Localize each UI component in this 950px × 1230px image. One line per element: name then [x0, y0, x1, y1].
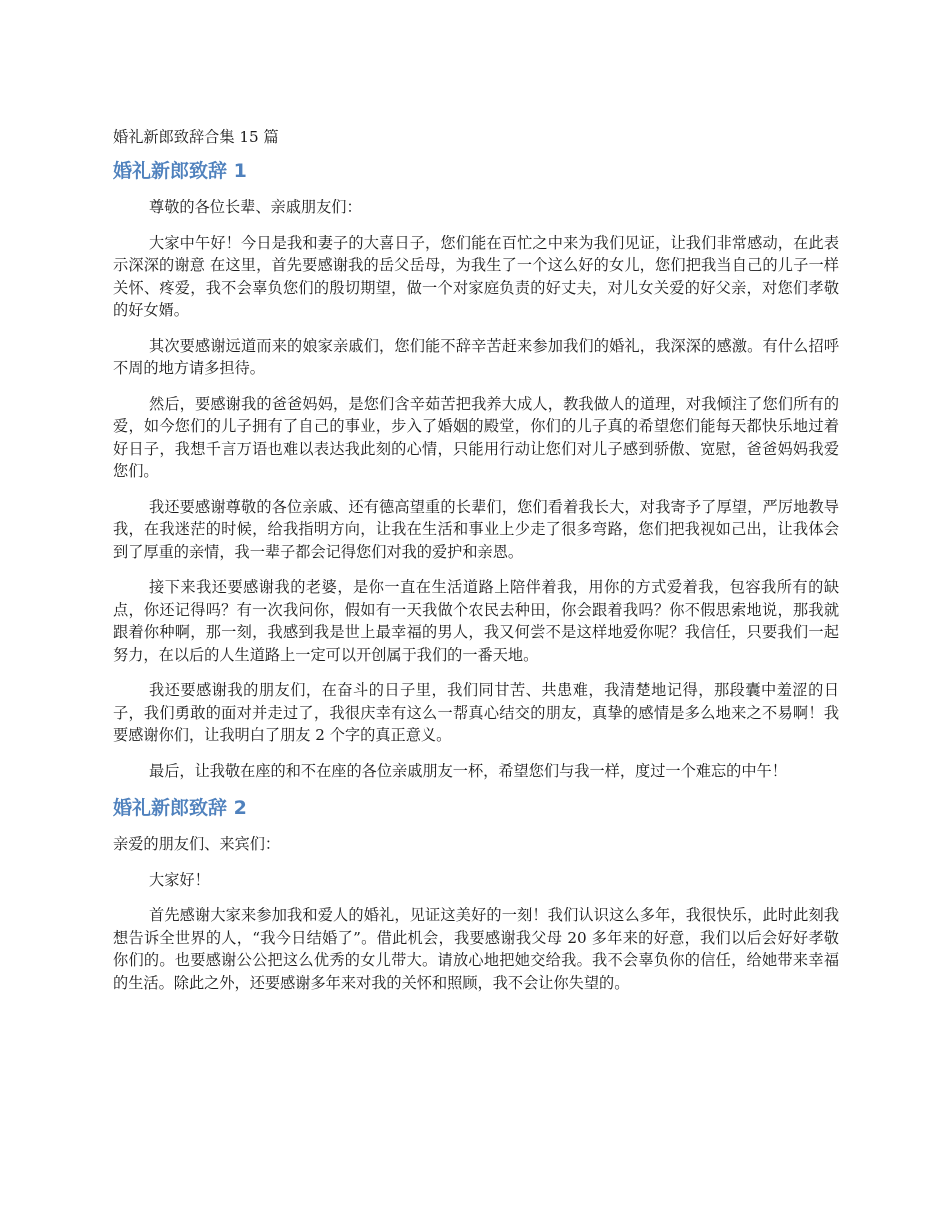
paragraph: 大家中午好！今日是我和妻子的大喜日子，您们能在百忙之中来为我们见证，让我们非常感动，在此表示深深的谢意 在这里，首先要感谢我的岳父岳母，为我生了一个这么好的女儿，您们把我当自己的儿子一样关怀、疼爱，我不会辜负您们的殷切期望，做一个对家庭负责的好丈夫，对儿女关爱的好父亲，对您们孝敬的好女婿。: [113, 233, 839, 319]
paragraph: 我还要感谢尊敬的各位亲戚、还有德高望重的长辈们，您们看着我长大，对我寄予了厚望，严厉地教导我，在我迷茫的时候，给我指明方向，让我在生活和事业上少走了很多弯路，您们把我视如己出，让我体会到了厚重的亲情，我一辈子都会记得您们对我的爱护和亲恩。: [113, 497, 839, 561]
salutation: 亲爱的朋友们、来宾们：: [113, 835, 281, 853]
document-page: [113, 126, 839, 1007]
salutation: 尊敬的各位长辈、亲戚朋友们：: [149, 198, 362, 216]
section-1: [113, 158, 839, 782]
section-heading: 婚礼新郎致辞 1: [113, 160, 247, 182]
paragraph: 然后，要感谢我的爸爸妈妈，是您们含辛茹苦把我养大成人，教我做人的道理，对我倾注了您们所有的爱，如今您们的儿子拥有了自己的事业，步入了婚姻的殿堂，你们的儿子真的希望您们能每天都快乐地过着好日子，我想千言万语也难以表达我此刻的心情，只能用行动让您们对儿子感到骄傲、宽慰，爸爸妈妈我爱您们。: [113, 394, 839, 480]
paragraph: 首先感谢大家来参加我和爱人的婚礼，见证这美好的一刻！我们认识这么多年，我很快乐，此时此刻我想告诉全世界的人，“我今日结婚了”。借此机会，我要感谢我父母 20 多年来的好意，我们以后会好好孝敬你们的。也要感谢公公把这么优秀的女儿带大。请放心地把她交给我。我不会辜负你的信任，给她带来幸福的生活。除此之外，还要感谢多年来对我的关怀和照顾，我不会让你失望的。: [113, 906, 839, 992]
paragraph: 其次要感谢远道而来的娘家亲戚们，您们能不辞辛苦赶来参加我们的婚礼，我深深的感激。有什么招呼不周的地方请多担待。: [113, 336, 839, 377]
section-2: [113, 795, 839, 994]
paragraph: 我还要感谢我的朋友们，在奋斗的日子里，我们同甘苦、共患难，我清楚地记得，那段囊中羞涩的日子，我们勇敢的面对并走过了，我很庆幸有这么一帮真心结交的朋友，真挚的感情是多么地来之不易啊！我要感谢你们，让我明白了朋友 2 个字的真正意义。: [113, 681, 839, 744]
paragraph: 接下来我还要感谢我的老婆，是你一直在生活道路上陪伴着我，用你的方式爱着我，包容我所有的缺点，你还记得吗？有一次我问你，假如有一天我做个农民去种田，你会跟着我吗？你不假思索地说，那我就跟着你种啊，那一刻，我感到我是世上最幸福的男人，我又何尝不是这样地爱你呢？我信任，只要我们一起努力，在以后的人生道路上一定可以开创属于我们的一番天地。: [113, 578, 839, 664]
paragraph: 最后，让我敬在座的和不在座的各位亲戚朋友一杯，希望您们与我一样，度过一个难忘的中午！: [149, 761, 787, 780]
section-heading: 婚礼新郎致辞 2: [113, 797, 247, 819]
greeting: 大家好！: [149, 870, 210, 889]
document-title: 婚礼新郎致辞合集 15 篇: [113, 128, 279, 146]
